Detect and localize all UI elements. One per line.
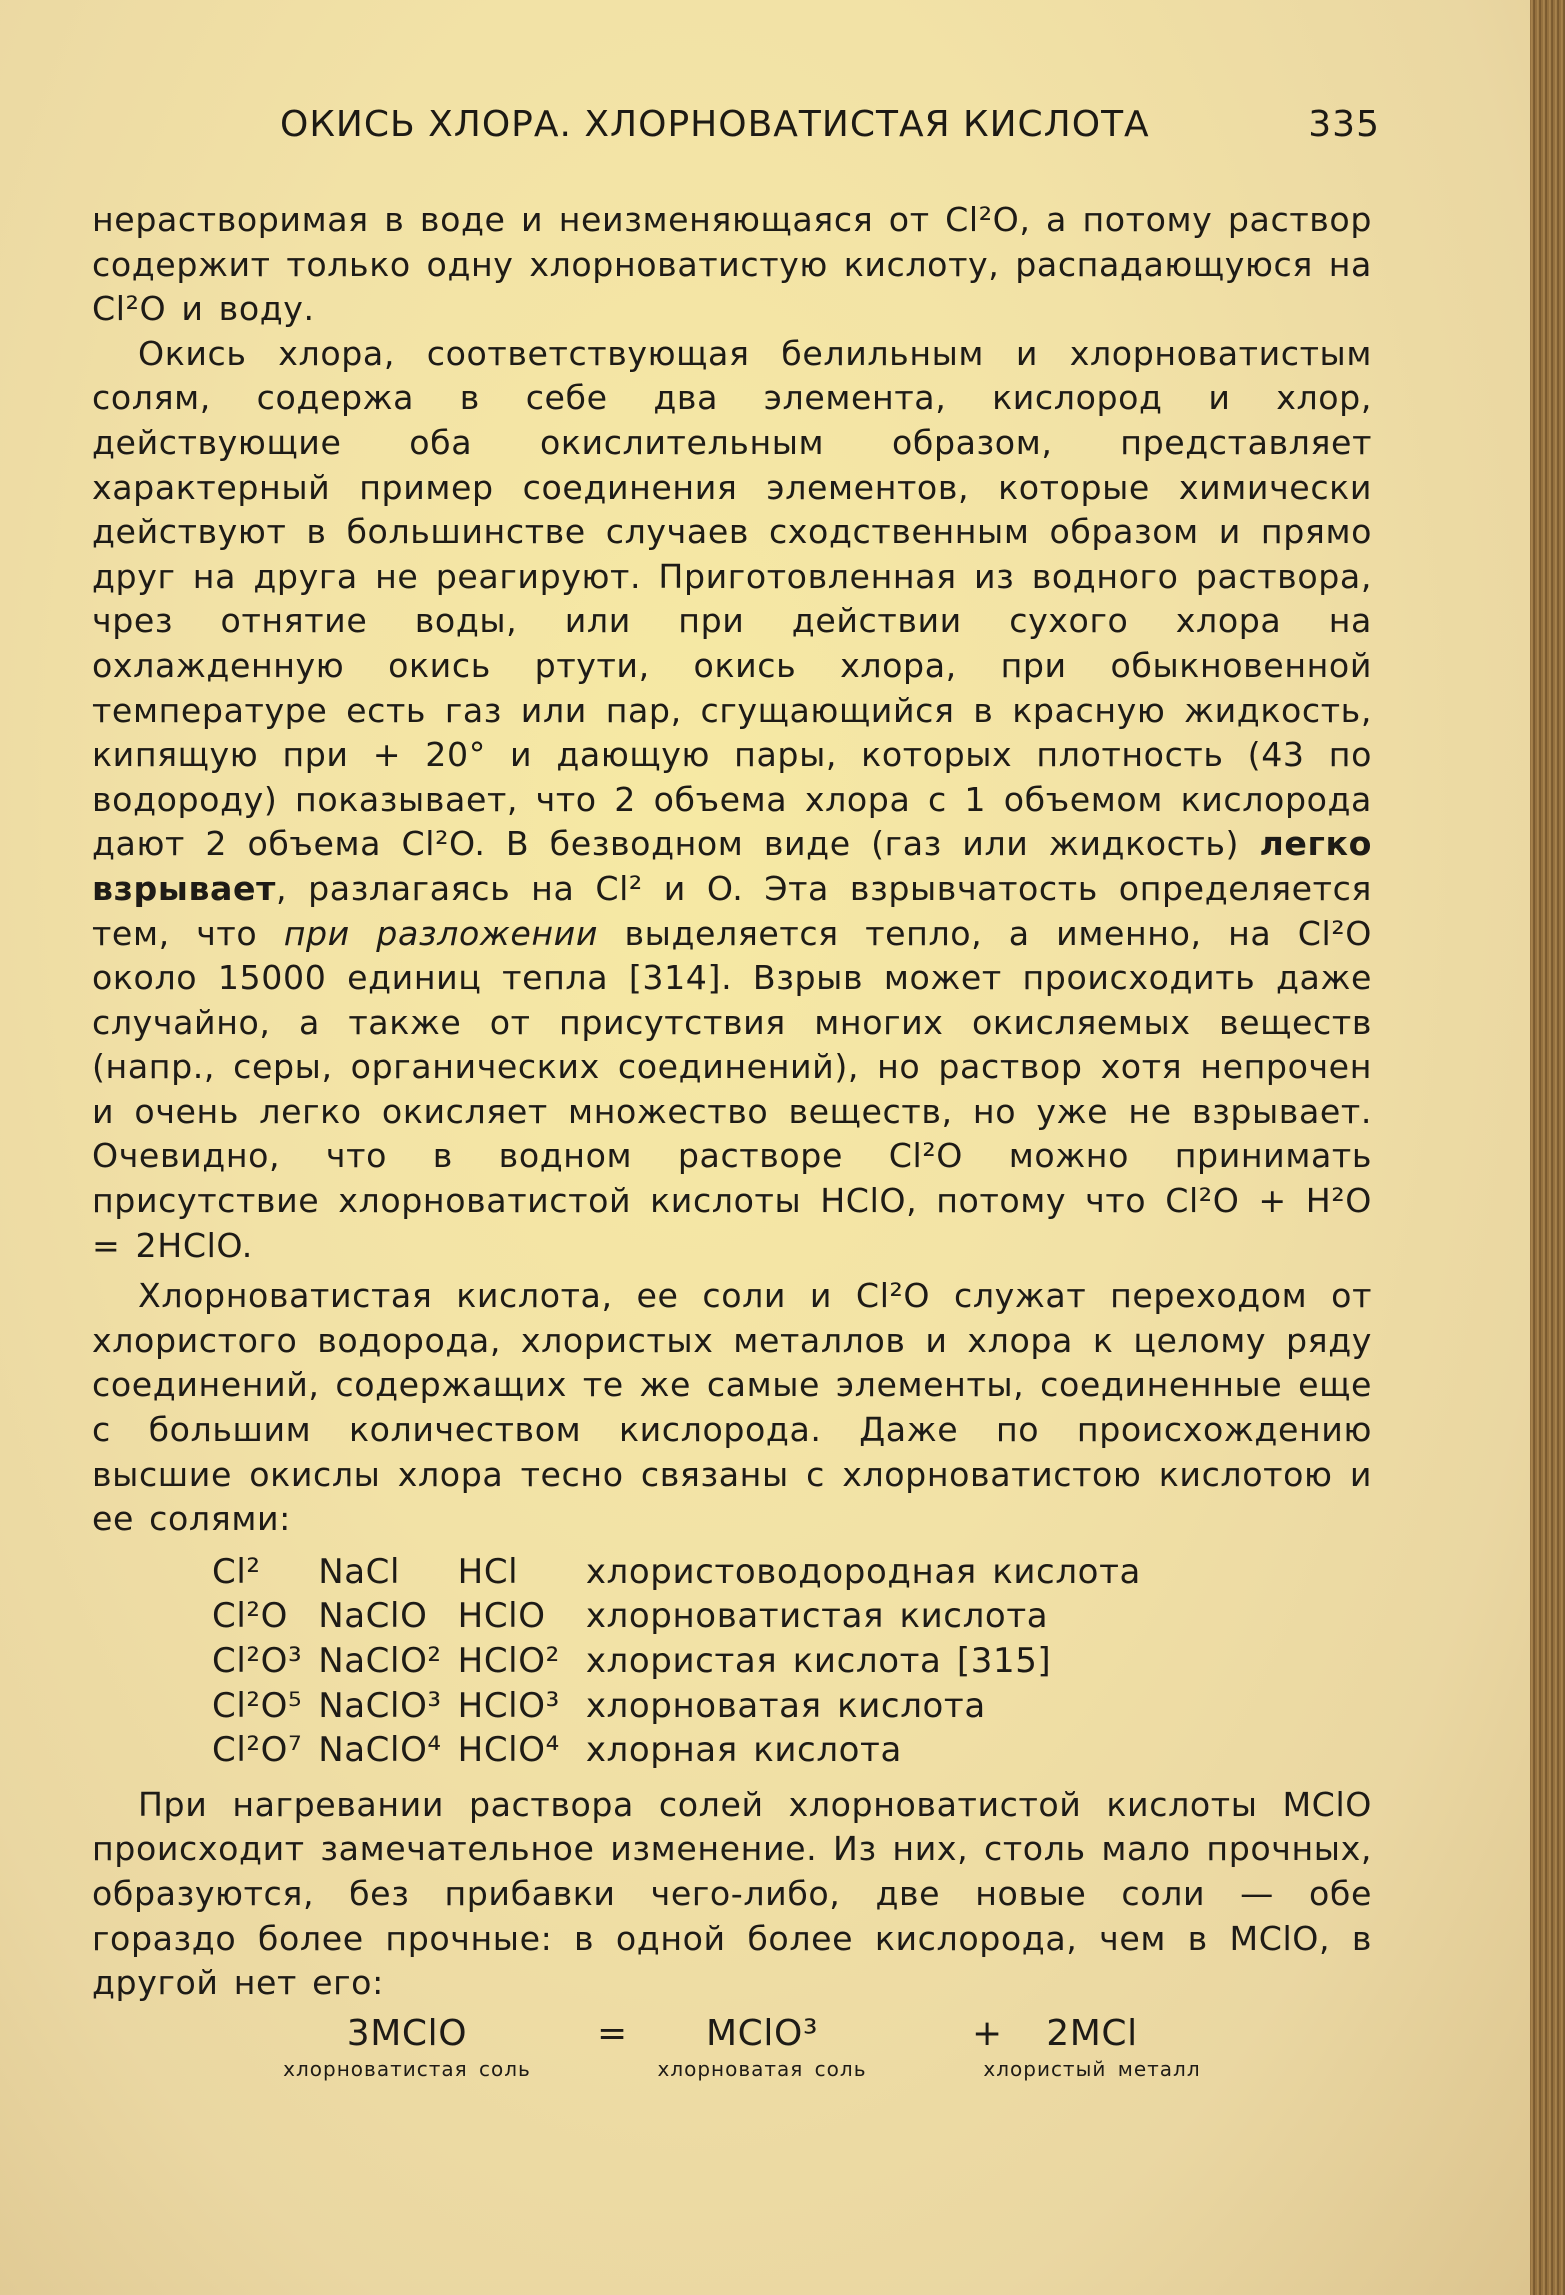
paragraph-2-text-a: Окись хлора, соответствующая белильным и хлорноватистым солям, содержа в себе два элемента, кислород и хлор, действующие оба окислительным образом, представляет характерный пример соединения элементов, которые химически действуют в большинстве случаев сходственным образом и прямо друг на друга не реагируют. Приготовленная из водного раствора, чрез отнятие воды, или при действии сухого хлора на охлажденную окись ртути, окись хлора, при обыкновенной температуре есть газ или пар, сгущающийся в красную жидкость, кипящую при + 20° и дающую пары, которых плотность (43 по водороду) показывает, что 2 объема хлора с 1 объемом кислорода дают 2 объема Cl²O. В безводном виде (газ или жидкость)	[92, 333, 1372, 864]
product-2-label: хлористый металл	[983, 2056, 1201, 2081]
salt-cell: NaClO⁴	[318, 1730, 442, 1771]
acid-cell: HClO	[457, 1596, 546, 1637]
equation-product-2	[942, 2012, 1242, 2082]
acid-cell: HClO³	[457, 1685, 560, 1726]
product-2-formula: 2MCl	[1046, 2012, 1138, 2054]
name-cell: хлористоводородная кислота	[585, 1551, 1141, 1592]
running-header	[280, 100, 1380, 160]
paragraph-2-text-b: , разлагаясь на Cl² и O. Эта взрывчатость определяется тем, что	[92, 868, 1372, 953]
name-cell: хлорная кислота	[585, 1730, 902, 1771]
acid-cell: HClO²	[457, 1641, 560, 1681]
oxide-cell: Cl²O⁷	[212, 1730, 303, 1771]
oxide-cell: Cl²O	[212, 1596, 288, 1637]
name-cell: хлорноватистая кислота	[585, 1596, 1049, 1637]
page-number: 335	[1308, 104, 1380, 145]
salt-cell: NaClO³	[318, 1685, 442, 1726]
paragraph-2-italic: при разложении	[283, 913, 599, 953]
salt-cell: NaClO	[318, 1596, 428, 1637]
equation-reactant	[282, 2012, 532, 2082]
product-1-label: хлорноватая соль	[657, 2056, 867, 2081]
decomposition-equation	[92, 2012, 1372, 2104]
paragraph-2	[92, 332, 1372, 1268]
table-row	[212, 1594, 1157, 1639]
paragraph-2-text-c: выделяется тепло, а именно, на Cl²O около 15000 единиц тепла [314]. Взрыв может происходить даже случайно, а также от присутствия многих окисляемых веществ (напр., серы, органических соединений), но раствор хотя непрочен и очень легко окисляет множество веществ, но уже не взрывает. Очевидно, что в водном растворе Cl²O можно принимать присутствие хлорноватистой кислоты HClO, потому что Cl²O + H²O = 2HClO.	[92, 913, 1372, 1265]
book-page-edge	[1530, 0, 1565, 2295]
equation-product-1	[612, 2012, 912, 2082]
header-title: ОКИСЬ ХЛОРА. ХЛОРНОВАТИСТАЯ КИСЛОТА	[280, 104, 1150, 145]
oxide-cell: Cl²O⁵	[212, 1685, 303, 1726]
salt-cell: NaCl	[318, 1551, 401, 1592]
paragraph-2-bold: легко взрывает	[92, 824, 1372, 908]
oxide-cell: Cl²O³	[212, 1641, 303, 1681]
plus-sign: +	[972, 2012, 1003, 2054]
table-row	[212, 1639, 1157, 1684]
oxide-cell: Cl²	[212, 1551, 261, 1592]
product-1-formula: MClO³	[706, 2012, 818, 2054]
acid-cell: HClO⁴	[457, 1730, 560, 1771]
reactant-formula: 3MClO	[346, 2012, 468, 2054]
paragraph-3: Хлорноватистая кислота, ее соли и Cl²O служат переходом от хлористого водорода, хлористых металлов и хлора к целому ряду соединений, содержащих те же самые элементы, соединенные еще с большим количеством кислорода. Даже по происхождению высшие окислы хлора тесно связаны с хлорноватистою кислотою и ее солями:	[92, 1276, 1372, 1539]
name-cell: хлорноватая кислота	[585, 1685, 986, 1726]
table-row	[212, 1684, 1157, 1729]
table-row	[212, 1728, 1157, 1773]
body-text	[92, 198, 1372, 2104]
acid-cell: HCl	[457, 1551, 519, 1592]
salt-cell: NaClO²	[318, 1641, 442, 1681]
reactant-label: хлорноватистая соль	[283, 2056, 531, 2081]
chlorine-compounds-table	[212, 1550, 1157, 1773]
equals-sign: =	[597, 2012, 628, 2054]
paragraph-1: нерастворимая в воде и неизменяющаяся от Cl²O, а потому раствор содержит только одну хлорноватистую кислоту, распадающуюся на Cl²O и воду.	[92, 200, 1372, 329]
name-cell: хлористая кислота [315]	[585, 1641, 1052, 1681]
paragraph-4: При нагревании раствора солей хлорноватистой кислоты MClO происходит замечательное изменение. Из них, столь мало прочных, образуются, без прибавки чего-либо, две новые соли — обе гораздо более прочные: в одной более кислорода, чем в MClO, в другой нет его:	[92, 1784, 1372, 2003]
table-row	[212, 1550, 1157, 1595]
